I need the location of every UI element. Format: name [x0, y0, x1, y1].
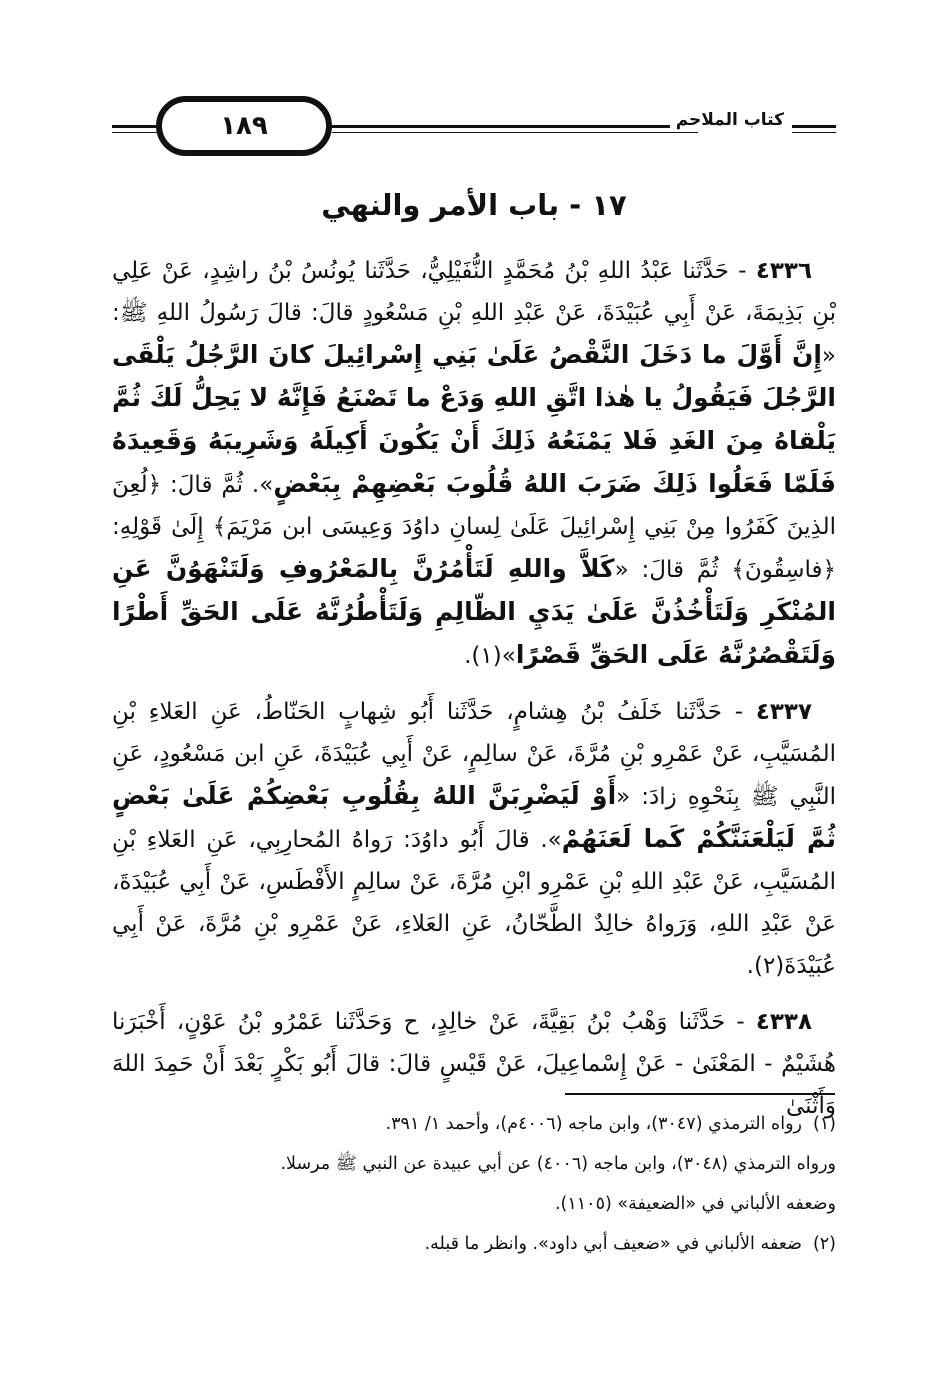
- page-number: ١٨٩: [220, 111, 268, 141]
- footnote-separator: [565, 1093, 835, 1095]
- footnote-text: ضعفه الألباني في «ضعيف أبي داود». وانظر ما قبله.: [424, 1234, 802, 1254]
- hadith-number: ٤٣٣٦: [755, 258, 812, 284]
- footnote-mark: (١): [812, 1114, 836, 1134]
- footnote-mark: (٢): [812, 1234, 836, 1254]
- header-rule-tail-thin: [792, 132, 836, 133]
- header-rule-tail: [792, 125, 836, 128]
- running-title: كتاب الملاحم: [670, 110, 790, 130]
- hadith-4336: [112, 250, 836, 677]
- hadith-text: ». ثُمَّ قالَ: ﴿لُعِنَ الذِينَ كَفَرُوا مِنْ بَنِي إِسْرائِيلَ عَلَىٰ لِسانِ داوُدَ وَعِيسَى ابن مَرْيَمَ﴾ إِلَىٰ قَوْلِهِ: ﴿فاسِقُونَ﴾ ثُمَّ قالَ: «: [112, 472, 837, 583]
- hadith-number: ٤٣٣٨: [755, 1009, 812, 1035]
- hadith-matn: أَوْ لَيَضْرِبَنَّ اللهُ بِقُلُوبِ بَعْضِكُمْ عَلَىٰ بَعْضٍ ثُمَّ لَيَلْعَنَنَّكُمْ كَما لَعَنَهُمْ: [112, 781, 836, 853]
- hadith-matn: كَلاَّ واللهِ لَتَأْمُرُنَّ بِالمَعْرُوفِ وَلَتَنْهَوُنَّ عَنِ المُنْكَرِ وَلَتَأْخُذُنَّ عَلَىٰ يَدَيِ الظّالِمِ وَلَتَأْطُرُنَّهُ عَلَى الحَقِّ أَطْرًا وَلَتَقْصُرُنَّهُ عَلَى الحَقِّ قَصْرًا: [112, 554, 836, 669]
- footnote-text: وضعفه الألباني في «الضعيفة» (١١٠٥).: [554, 1194, 836, 1214]
- header-rule-left-thin: [112, 132, 162, 133]
- header-rule-left: [112, 125, 162, 128]
- hadith-text: - حَدَّثَنا وَهْبُ بْنُ بَقِيَّةَ، عَنْ خالِدٍ، ح وَحَدَّثَنا عَمْرُو بْنُ عَوْنٍ، أَخْبَرَنا هُشَيْمٌ - المَعْنَىٰ - عَنْ إِسْماعِيلَ، عَنْ قَيْسٍ قالَ: قالَ أَبُو بَكْرٍ بَعْدَ أَنْ حَمِدَ اللهَ وَأَثْنَىٰ: [112, 1009, 836, 1119]
- hadith-text: ». قالَ أَبُو داوُدَ: رَواهُ المُحارِبِي، عَنِ العَلاءِ بْنِ المُسَيَّبِ، عَنْ عَبْدِ اللهِ بْنِ عَمْرِو ابْنِ مُرَّةَ، عَنْ سالِمٍ الأَفْطَسِ، عَنْ أَبِي عُبَيْدَةَ، عَنْ عَبْدِ اللهِ، وَرَواهُ خالِدٌ الطَّحّانُ، عَنِ العَلاءِ، عَنْ عَمْرِو بْنِ مُرَّةَ، عَنْ أَبِي عُبَيْدَةَ(٢).: [112, 827, 836, 979]
- hadith-matn: إِنَّ أَوَّلَ ما دَخَلَ النَّقْصُ عَلَىٰ بَنِي إِسْرائِيلَ كانَ الرَّجُلُ يَلْقَى الرَّجُلَ فَيَقُولُ يا هٰذا اتَّقِ اللهِ وَدَعْ ما تَصْنَعُ فَإِنَّهُ لا يَحِلُّ لَكَ ثُمَّ يَلْقاهُ مِنَ الغَدِ فَلا يَمْنَعُهُ ذَلِكَ أَنْ يَكُونَ أَكِيلَهُ وَشَرِيبَهُ وَقَعِيدَهُ فَلَمّا فَعَلُوا ذَلِكَ ضَرَبَ اللهُ قُلُوبَ بَعْضِهِمْ بِبَعْضٍ: [112, 340, 836, 498]
- hadith-text: - حَدَّثَنا عَبْدُ اللهِ بْنُ مُحَمَّدٍ النُّفَيْلِيُّ، حَدَّثَنا يُونُسُ بْنُ راشِدٍ، عَنْ عَلِي بْنِ بَذِيمَةَ، عَنْ أَبِي عُبَيْدَةَ، عَنْ عَبْدِ اللهِ بْنِ مَسْعُودٍ قالَ: قالَ رَسُولُ اللهِ ﷺ: «: [112, 258, 836, 369]
- footnote: [112, 1104, 836, 1144]
- hadith-4337: [112, 691, 836, 987]
- header-rule: [332, 125, 698, 128]
- page-header: [112, 92, 836, 166]
- chapter-title: ١٧ - باب الأمر والنهي: [321, 188, 627, 222]
- footnote: [112, 1224, 836, 1264]
- main-text: [112, 250, 836, 1141]
- footnote: [112, 1184, 836, 1224]
- hadith-text: »(١).: [464, 643, 516, 669]
- footnote-text: ورواه الترمذي (٣٠٤٨)، وابن ماجه (٤٠٠٦) عن أبي عبيدة عن النبي ﷺ مرسلا.: [280, 1154, 836, 1174]
- footnotes: [112, 1104, 836, 1264]
- footnote-text: رواه الترمذي (٣٠٤٧)، وابن ماجه (٤٠٠٦م)، وأحمد ١/ ٣٩١.: [385, 1114, 802, 1134]
- page-number-frame: [156, 96, 332, 156]
- hadith-number: ٤٣٣٧: [755, 699, 812, 725]
- header-rule-thin: [332, 132, 698, 133]
- hadith-text: - حَدَّثَنا خَلَفُ بْنُ هِشامٍ، حَدَّثَنا أَبُو شِهابٍ الحَنّاطُ، عَنِ العَلاءِ بْنِ المُسَيَّبِ، عَنْ عَمْرِو بْنِ مُرَّةَ، عَنْ سالِمٍ، عَنْ أَبِي عُبَيْدَةَ، عَنِ ابن مَسْعُودٍ، عَنِ النَّبِي ﷺ بِنَحْوِهِ زادَ: «: [112, 699, 836, 810]
- footnote: [112, 1144, 836, 1184]
